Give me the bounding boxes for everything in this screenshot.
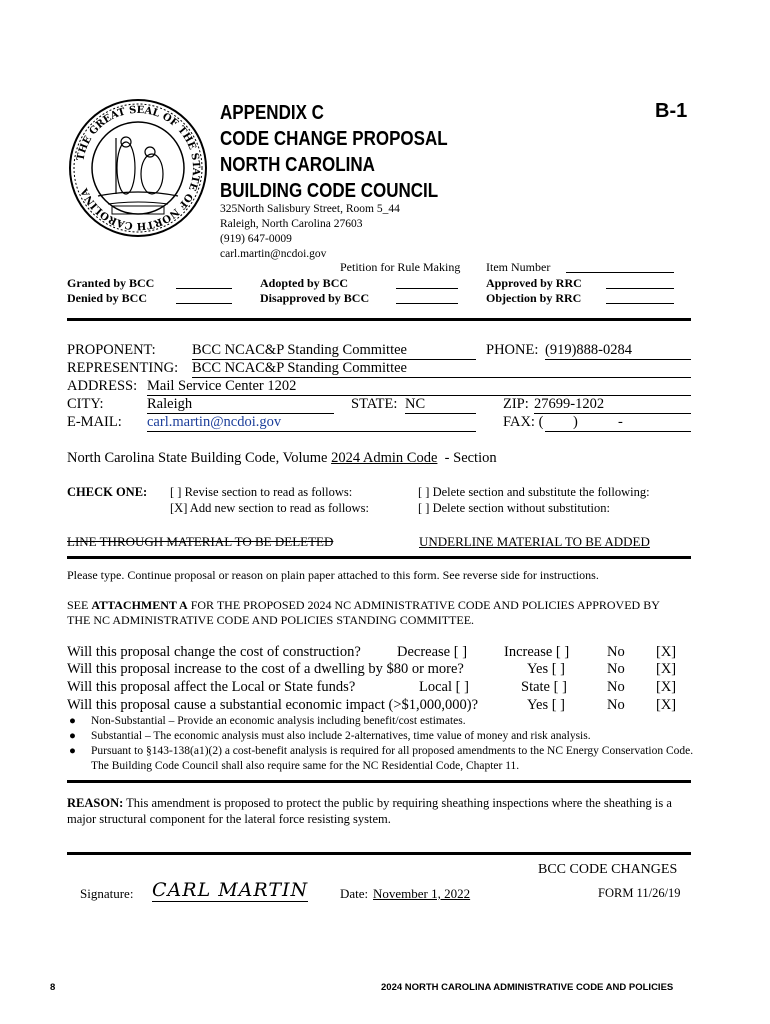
list-item [67, 729, 697, 744]
question-impact-no: No [607, 697, 625, 713]
footer-title: 2024 NORTH CAROLINA ADMINISTRATIVE CODE AND POLICIES [381, 982, 674, 993]
bullet-icon: ● [69, 730, 76, 742]
bullet-icon: ● [69, 745, 76, 757]
adopted-label: Adopted by BCC [260, 276, 349, 290]
representing-value: BCC NCAC&P Standing Committee [192, 360, 407, 376]
reason-text: This amendment is proposed to protect the public by requiring sheathing inspections where the sheathing is a major structural component for the lateral force resisting system. [67, 796, 672, 826]
divider [67, 780, 691, 783]
address-field[interactable] [147, 378, 691, 396]
fax-field[interactable] [545, 414, 691, 432]
question-funds-checked[interactable]: [X] [656, 679, 677, 695]
reason-label: REASON: [67, 796, 124, 810]
objection-rrc-label: Objection by RRC [486, 291, 582, 305]
divider [67, 556, 691, 559]
email-value: carl.martin@ncdoi.gov [147, 414, 282, 430]
question-cost-no: No [607, 644, 625, 660]
representing-field[interactable] [192, 360, 691, 378]
zip-field[interactable] [534, 396, 691, 414]
state-value: NC [405, 396, 426, 412]
representing-label: REPRESENTING: [67, 360, 179, 376]
city-value: Raleigh [147, 396, 193, 412]
question-cost-increase[interactable]: Increase [ ] [504, 644, 570, 660]
city-label: CITY: [67, 396, 104, 412]
attachment-see: SEE [67, 598, 89, 612]
signature-label: Signature: [80, 886, 134, 901]
check-delete-option[interactable]: [ ] Delete section without substitution: [418, 501, 610, 515]
code-section: - Section [444, 450, 497, 466]
objection-rrc-field[interactable] [606, 303, 674, 304]
petition-label: Petition for Rule Making [340, 260, 461, 274]
fax-label: FAX: ( [503, 414, 544, 430]
list-item [67, 714, 697, 729]
state-seal [68, 98, 208, 238]
state-field[interactable] [405, 396, 476, 414]
title-line: APPENDIX C [220, 102, 324, 124]
attachment-line2: THE NC ADMINISTRATIVE CODE AND POLICIES STANDING COMMITTEE. [67, 613, 475, 627]
council-address [220, 202, 400, 262]
divider [67, 852, 691, 855]
adopted-field[interactable] [396, 288, 458, 289]
question-funds-no: No [607, 679, 625, 695]
bullet-text: Pursuant to §143-138(a1)(2) a cost-benefit analysis is required for all proposed amendments to the NC Energy Conservation Code. The Building Code Council shall also require same for the NC Residential Code, Chapter 11. [91, 745, 694, 772]
zip-value: 27699-1202 [534, 396, 605, 412]
attachment-bold: ATTACHMENT A [91, 598, 188, 612]
form-number: B-1 [655, 100, 688, 122]
divider [67, 318, 691, 321]
granted-label: Granted by BCC [67, 276, 155, 290]
question-cost-decrease[interactable]: Decrease [ ] [397, 644, 468, 660]
address-line: 325North Salisbury Street, Room 5_44 [220, 203, 400, 215]
zip-label: ZIP: [503, 396, 529, 412]
denied-label: Denied by BCC [67, 291, 148, 305]
question-funds: Will this proposal affect the Local or State funds? [67, 679, 356, 695]
reason-block [67, 795, 687, 827]
svg-text:THE GREAT SEAL OF THE STATE OF: THE GREAT SEAL OF THE STATE OF NORTH CAROLINA [75, 104, 202, 232]
question-impact: Will this proposal cause a substantial economic impact (>$1,000,000)? [67, 697, 479, 713]
check-revise-option[interactable]: [ ] Revise section to read as follows: [170, 485, 353, 499]
proponent-value: BCC NCAC&P Standing Committee [192, 342, 407, 358]
question-funds-local[interactable]: Local [ ] [419, 679, 469, 695]
impact-bullets [67, 714, 697, 774]
email-field[interactable] [147, 414, 476, 432]
proponent-field[interactable] [192, 342, 476, 360]
question-funds-state[interactable]: State [ ] [521, 679, 567, 695]
address-value: Mail Service Center 1202 [147, 378, 297, 394]
bullet-text: Substantial – The economic analysis must also include 2-alternatives, time value of money and risk analysis. [91, 730, 591, 742]
approved-rrc-label: Approved by RRC [486, 276, 582, 290]
question-dwelling-yes[interactable]: Yes [ ] [527, 661, 566, 677]
title-block [220, 100, 488, 204]
attachment-rest: FOR THE PROPOSED 2024 NC ADMINISTRATIVE CODE AND POLICIES APPROVED BY [190, 598, 660, 612]
address-line: Raleigh, North Carolina 27603 [220, 218, 363, 230]
question-cost: Will this proposal change the cost of construction? [67, 644, 361, 660]
address-email: carl.martin@ncdoi.gov [220, 248, 327, 260]
city-field[interactable] [147, 396, 334, 414]
address-line: (919) 647-0009 [220, 233, 292, 245]
question-dwelling-no: No [607, 661, 625, 677]
check-delete-substitute-option[interactable]: [ ] Delete section and substitute the following: [418, 485, 650, 499]
granted-field[interactable] [176, 288, 232, 289]
title-line: CODE CHANGE PROPOSAL [220, 128, 448, 150]
phone-field[interactable] [545, 342, 691, 360]
code-prefix: North Carolina State Building Code, Volume [67, 450, 328, 466]
address-label: ADDRESS: [67, 378, 138, 394]
strike-legend: LINE THROUGH MATERIAL TO BE DELETED [67, 534, 334, 549]
code-volume: 2024 Admin Code [331, 450, 438, 466]
title-line: BUILDING CODE COUNCIL [220, 180, 439, 202]
underline-legend: UNDERLINE MATERIAL TO BE ADDED [419, 534, 650, 549]
question-cost-checked[interactable]: [X] [656, 644, 677, 660]
bullet-icon: ● [69, 715, 76, 727]
question-impact-yes[interactable]: Yes [ ] [527, 697, 566, 713]
disapproved-field[interactable] [396, 303, 458, 304]
page-number: 8 [50, 982, 56, 993]
title-line: NORTH CAROLINA [220, 154, 375, 176]
denied-field[interactable] [176, 303, 232, 304]
bullet-text: Non-Substantial – Provide an economic analysis including benefit/cost estimates. [91, 715, 466, 727]
question-dwelling: Will this proposal increase to the cost of a dwelling by $80 or more? [67, 661, 464, 677]
bcc-code-changes: BCC CODE CHANGES [538, 862, 678, 877]
attachment-note [67, 598, 707, 628]
item-number-label: Item Number [486, 260, 551, 274]
disapproved-label: Disapproved by BCC [260, 291, 370, 305]
code-line [67, 450, 497, 467]
item-number-field[interactable] [566, 272, 674, 273]
check-one-label: CHECK ONE: [67, 485, 148, 499]
fax-dash: - [618, 414, 623, 430]
question-dwelling-checked[interactable]: [X] [656, 661, 677, 677]
form-version: FORM 11/26/19 [598, 886, 681, 900]
date-value[interactable]: November 1, 2022 [373, 886, 471, 901]
phone-value: (919)888-0284 [545, 342, 632, 358]
signature-value[interactable]: CARL MARTIN [152, 879, 309, 901]
instructions-text: Please type. Continue proposal or reason on plain paper attached to this form. See reverse side for instructions. [67, 568, 599, 582]
check-add-option[interactable]: [X] Add new section to read as follows: [170, 501, 369, 515]
state-label: STATE: [351, 396, 398, 412]
list-item [67, 744, 697, 774]
date-label: Date: [340, 886, 369, 901]
question-impact-checked[interactable]: [X] [656, 697, 677, 713]
fax-paren: ) [573, 414, 578, 430]
email-label: E-MAIL: [67, 414, 122, 430]
approved-rrc-field[interactable] [606, 288, 674, 289]
proponent-label: PROPONENT: [67, 342, 156, 358]
phone-label: PHONE: [486, 342, 539, 358]
